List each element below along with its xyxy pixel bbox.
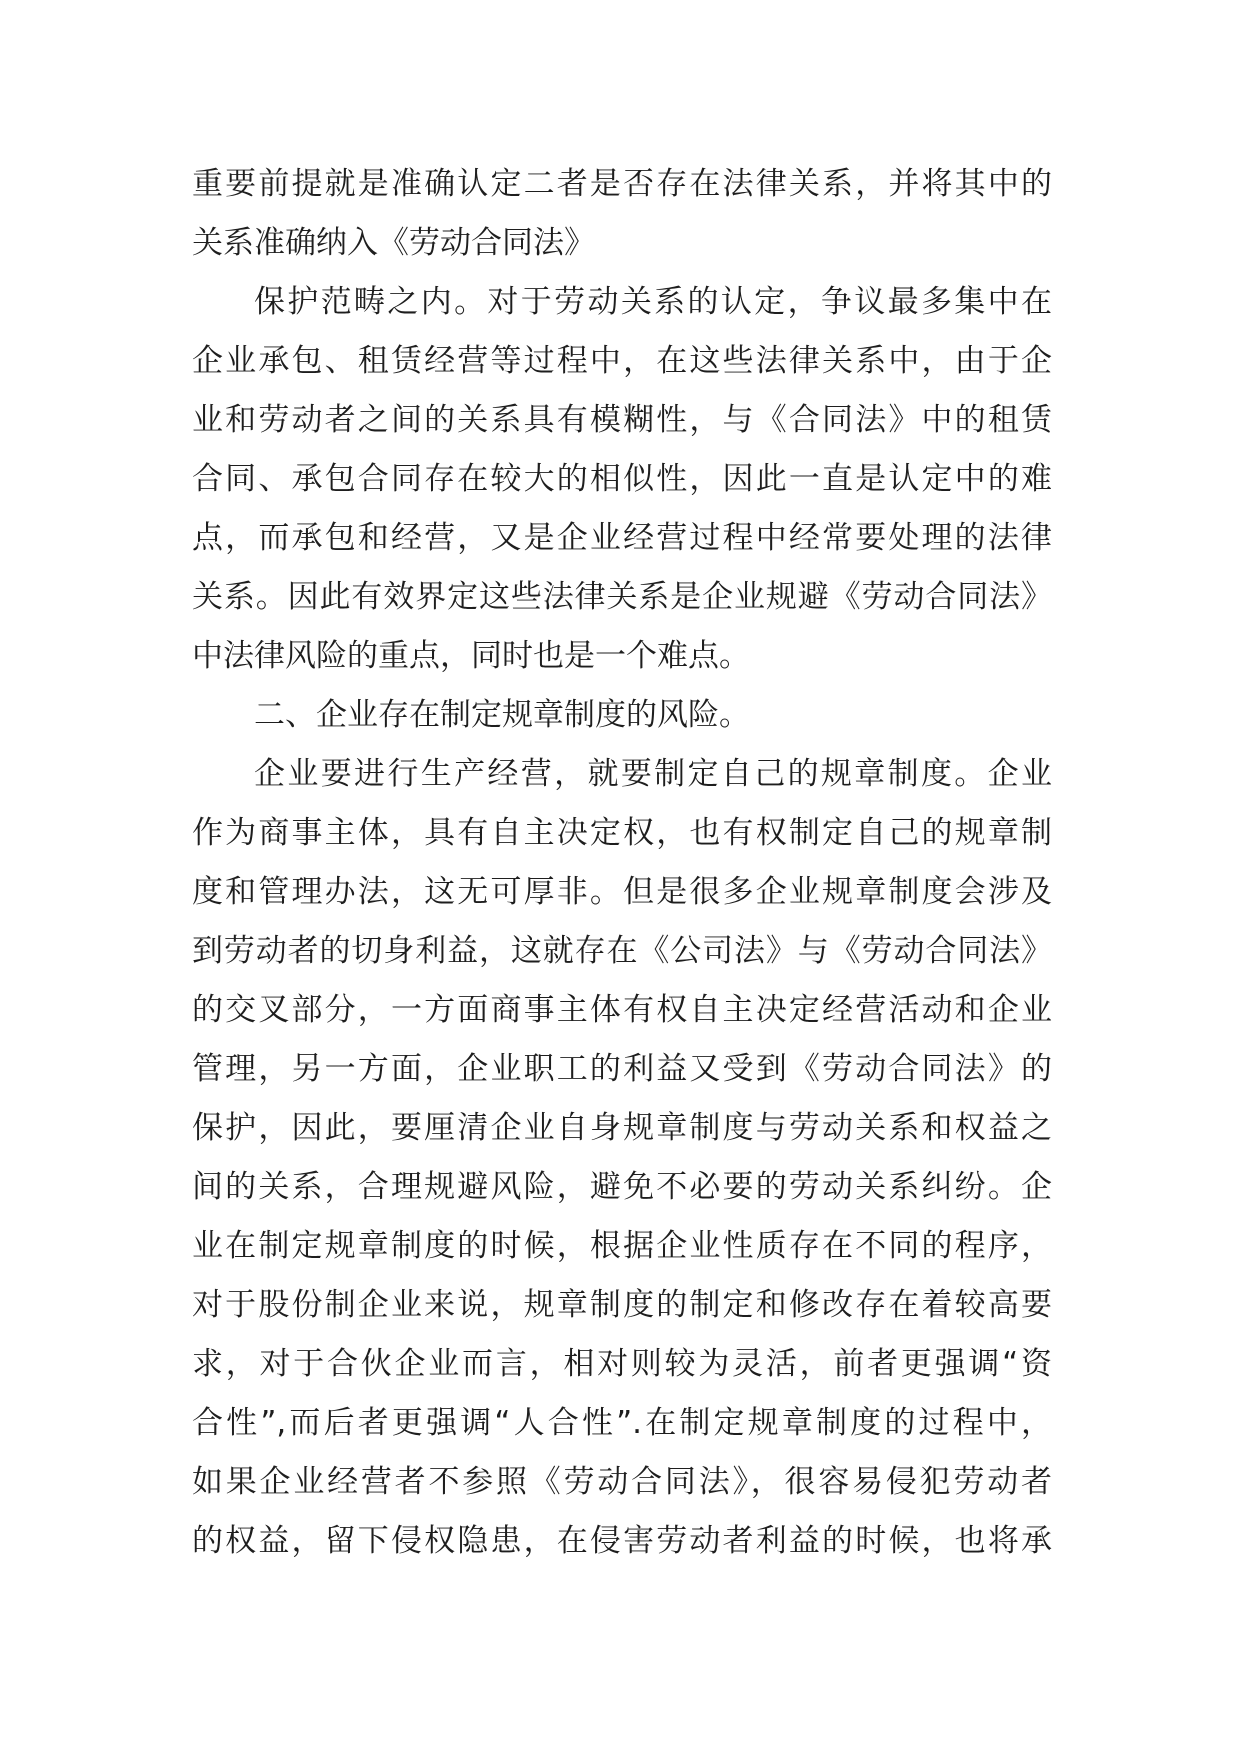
paragraph xyxy=(192,745,1052,1571)
text-line: 业在制定规章制度的时候，根据企业性质存在不同的程序， xyxy=(192,1228,1052,1264)
text-line: 业和劳动者之间的关系具有模糊性，与《合同法》中的租赁 xyxy=(192,402,1052,438)
text-line: 度和管理办法，这无可厚非。但是很多企业规章制度会涉及 xyxy=(192,874,1052,910)
text-line: 重要前提就是准确认定二者是否存在法律关系，并将其中的 xyxy=(192,166,1052,202)
text-line: 如果企业经营者不参照《劳动合同法》，很容易侵犯劳动者 xyxy=(192,1464,1052,1500)
text-line: 关系。因此有效界定这些法律关系是企业规避《劳动合同法》 xyxy=(192,579,1052,615)
text-line: 间的关系，合理规避风险，避免不必要的劳动关系纠纷。企 xyxy=(192,1169,1052,1205)
text-line: 中法律风险的重点，同时也是一个难点。 xyxy=(192,638,750,674)
text-line: 点，而承包和经营，又是企业经营过程中经常要处理的法律 xyxy=(192,520,1052,556)
text-line: 到劳动者的切身利益，这就存在《公司法》与《劳动合同法》 xyxy=(192,933,1052,969)
text-line: 二、企业存在制定规章制度的风险。 xyxy=(254,697,750,733)
paragraph xyxy=(192,273,1052,686)
text-line: 对于股份制企业来说，规章制度的制定和修改存在着较高要 xyxy=(192,1287,1052,1323)
text-line: 保护，因此，要厘清企业自身规章制度与劳动关系和权益之 xyxy=(192,1110,1052,1146)
paragraph xyxy=(192,155,1052,273)
text-line: 求，对于合伙企业而言，相对则较为灵活，前者更强调“资 xyxy=(192,1346,1052,1382)
text-line: 企业要进行生产经营，就要制定自己的规章制度。企业 xyxy=(254,756,1052,792)
text-line: 合同、承包合同存在较大的相似性，因此一直是认定中的难 xyxy=(192,461,1052,497)
text-line: 关系准确纳入《劳动合同法》 xyxy=(192,225,595,261)
document-page xyxy=(192,155,1052,1571)
text-line: 管理，另一方面，企业职工的利益又受到《劳动合同法》的 xyxy=(192,1051,1052,1087)
text-line: 合性”,而后者更强调“人合性”.在制定规章制度的过程中， xyxy=(192,1405,1052,1441)
text-line: 的交叉部分，一方面商事主体有权自主决定经营活动和企业 xyxy=(192,992,1052,1028)
section-heading xyxy=(192,686,1052,745)
text-line: 保护范畴之内。对于劳动关系的认定，争议最多集中在 xyxy=(254,284,1052,320)
text-line: 企业承包、租赁经营等过程中，在这些法律关系中，由于企 xyxy=(192,343,1052,379)
text-line: 作为商事主体，具有自主决定权，也有权制定自己的规章制 xyxy=(192,815,1052,851)
text-line: 的权益，留下侵权隐患，在侵害劳动者利益的时候，也将承 xyxy=(192,1523,1052,1559)
